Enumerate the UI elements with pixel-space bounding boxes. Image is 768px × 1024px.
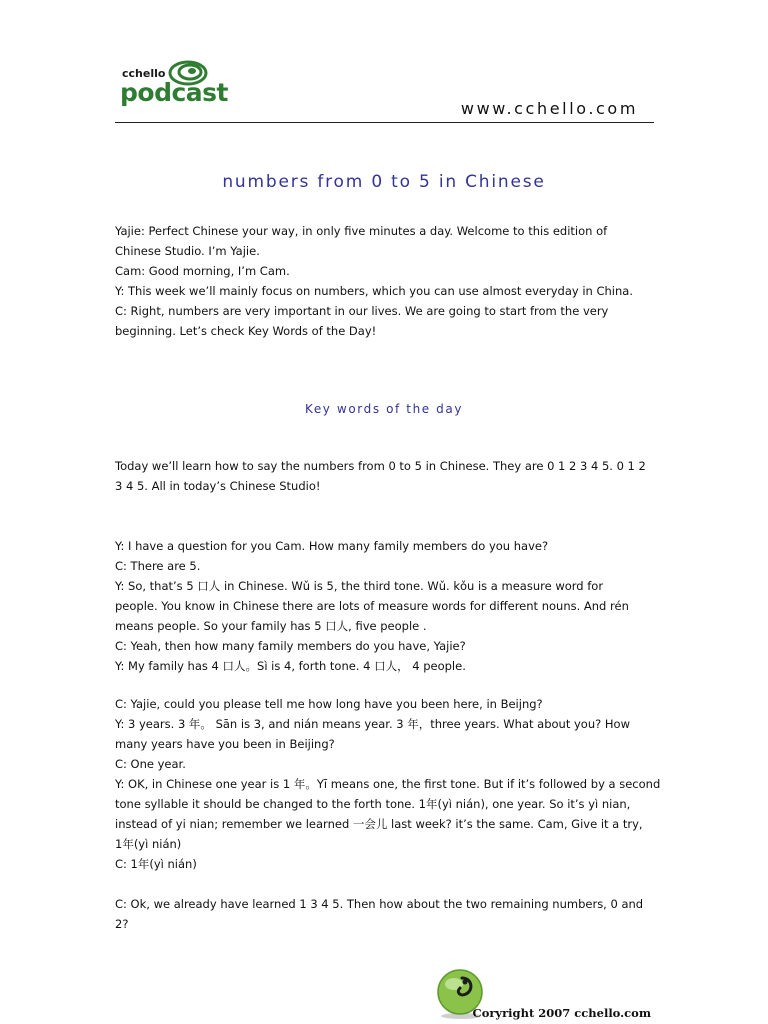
copyright-text: Coryright 2007 cchello.com [472, 1006, 651, 1020]
text-line: instead of yi nian; remember we learned 一会儿 last week? it’s the same. Cam, Give it a try, [115, 817, 643, 831]
text-line: 1年(yì nián) [115, 837, 182, 851]
text-line: Chinese Studio. I’m Yajie. [115, 244, 260, 258]
text-line: Y: OK, in Chinese one year is 1 年。Yī means one, the first tone. But if it’s followed by a second [115, 777, 661, 791]
text-line: Today we’ll learn how to say the numbers from 0 to 5 in Chinese. They are 0 1 2 3 4 5. 0 1 2 [115, 459, 646, 473]
site-url: www.cchello.com [460, 99, 638, 118]
dialogue-remaining [115, 894, 655, 934]
text-line: Yajie: Perfect Chinese your way, in only five minutes a day. Welcome to this edition of [115, 224, 608, 238]
text-line: 2? [115, 917, 129, 931]
keywords-paragraph [115, 456, 655, 496]
dialogue-family [115, 536, 655, 676]
logo-big-text: podcast [120, 78, 228, 107]
text-line: 3 4 5. All in today’s Chinese Studio! [115, 479, 321, 493]
text-line: C: Yeah, then how many family members do you have, Yajie? [115, 639, 466, 653]
text-line: Cam: Good morning, I’m Cam. [115, 264, 290, 278]
text-line: C: There are 5. [115, 559, 201, 573]
logo-small-text: cchello [122, 67, 166, 80]
text-line: C: One year. [115, 757, 186, 771]
text-line: Y: I have a question for you Cam. How many family members do you have? [115, 539, 549, 553]
header-divider [115, 122, 654, 123]
section-heading: Key words of the day [304, 402, 464, 416]
text-line: tone syllable it should be changed to the forth tone. 1年(yì nián), one year. So it’s yì nian, [115, 797, 631, 811]
dialogue-years [115, 694, 661, 874]
text-line: people. You know in Chinese there are lots of measure words for different nouns. And rén [115, 599, 629, 613]
text-line: many years have you been in Beijing? [115, 737, 335, 751]
page-title: numbers from 0 to 5 in Chinese [222, 172, 546, 192]
text-line: Y: So, that’s 5 口人 in Chinese. Wǔ is 5, the third tone. Wǔ. kǒu is a measure word for [115, 579, 604, 593]
intro-paragraph [115, 221, 655, 341]
text-line: Y: This week we’ll mainly focus on numbers, which you can use almost everyday in China. [115, 284, 633, 298]
text-line: C: Yajie, could you please tell me how long have you been here, in Beijng? [115, 697, 543, 711]
text-line: means people. So your family has 5 口人, five people . [115, 619, 427, 633]
text-line: beginning. Let’s check Key Words of the Day! [115, 324, 377, 338]
text-line: C: Ok, we already have learned 1 3 4 5. Then how about the two remaining numbers, 0 and [115, 897, 644, 911]
cchello-podcast-logo [120, 60, 230, 110]
text-line: Y: My family has 4 口人。Sì is 4, forth tone. 4 口人， 4 people. [115, 659, 466, 673]
text-line: Y: 3 years. 3 年。 Sān is 3, and nián means year. 3 年，three years. What about you? How [115, 717, 630, 731]
text-line: C: Right, numbers are very important in our lives. We are going to start from the very [115, 304, 609, 318]
text-line: C: 1年(yì nián) [115, 857, 197, 871]
